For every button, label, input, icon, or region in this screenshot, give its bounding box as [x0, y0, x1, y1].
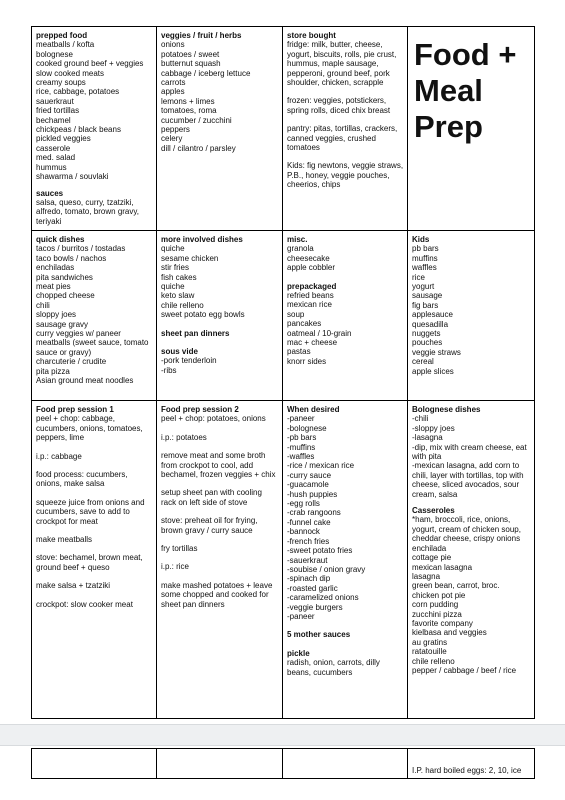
list-item: -sweet potato fries: [287, 546, 353, 556]
when-desired-list: [287, 414, 404, 621]
list-item: oatmeal / 10-grain: [287, 328, 352, 338]
list-item: mac + cheese: [287, 338, 338, 348]
list-item: lemons + limes: [161, 96, 215, 106]
sous-vide-heading: sous vide: [161, 347, 198, 357]
list-item: -sloppy joes: [412, 423, 455, 433]
prep-step: make salsa + tzatziki: [36, 581, 111, 591]
list-item: soup: [287, 309, 305, 319]
prep-step: i.p.: cabbage: [36, 451, 82, 461]
prep-step: make meatballs: [36, 535, 93, 545]
veggies-heading: veggies / fruit / herbs: [161, 31, 242, 40]
list-item: sweet potato egg bowls: [161, 310, 245, 320]
list-item: sauerkraut: [36, 96, 74, 106]
list-item: creamy soups: [36, 78, 86, 88]
list-item: cheesecake: [287, 253, 330, 263]
list-item: cucumber / zucchini: [161, 115, 232, 125]
list-item: apple slices: [412, 366, 454, 376]
list-item: chicken pot pie: [412, 590, 466, 600]
casseroles-heading: Casseroles: [412, 506, 455, 516]
title-line-1: Food +: [414, 37, 517, 72]
session-1-heading: Food prep session 1: [36, 405, 114, 414]
list-item: -muffins: [287, 442, 316, 452]
list-item: quiche: [161, 282, 185, 292]
list-item: sausage gravy: [36, 319, 89, 329]
cell-prep-session-1: [32, 401, 157, 719]
cell-prep-session-2: [157, 401, 283, 719]
list-item: mexican rice: [287, 300, 332, 310]
list-item: -funnel cake: [287, 517, 331, 527]
list-item: casserole: [36, 143, 71, 153]
list-item: rice, cabbage, potatoes: [36, 87, 120, 97]
list-item: meat pies: [36, 282, 71, 292]
list-item: -hush puppies: [287, 489, 338, 499]
list-item: -bannock: [287, 527, 320, 537]
prep-step: stove: preheat oil for frying, brown gravy / curry sauce: [161, 516, 258, 535]
list-item: -caramelized onions: [287, 593, 359, 603]
list-item: pita sandwiches: [36, 272, 93, 282]
list-item: pancakes: [287, 319, 322, 329]
cell-store-bought: [283, 27, 408, 231]
prepackaged-list: [287, 291, 404, 366]
footer-cell-2: [157, 749, 283, 779]
prep-step: food process: cucumbers, onions, make salsa: [36, 470, 128, 489]
list-item: fish cakes: [161, 272, 197, 282]
footer-row: [32, 749, 535, 779]
list-item: chile relleno: [161, 300, 204, 310]
page-title: [412, 31, 531, 145]
bolognese-list: [412, 414, 531, 499]
list-item: -bolognese: [287, 423, 327, 433]
list-item: knorr sides: [287, 356, 327, 366]
sheet-pan-heading: sheet pan dinners: [161, 328, 230, 338]
prep-step: i.p.: rice: [161, 562, 190, 572]
kids-list: [412, 244, 531, 376]
list-item: sloppy joes: [36, 310, 77, 320]
list-item: green bean, carrot, broc.: [412, 581, 500, 591]
list-item: quiche: [161, 244, 185, 254]
footer-table: [31, 748, 535, 779]
list-item: refried beans: [287, 291, 334, 301]
session-1-steps: [36, 414, 153, 609]
prep-step: remove meat and some broth from crockpot to cool, add bechamel, frozen veggies + chix: [161, 451, 276, 480]
list-item: pb bars: [412, 244, 439, 254]
list-item: applesauce: [412, 310, 453, 320]
involved-dishes-heading: more involved dishes: [161, 235, 243, 244]
list-item: -guacamole: [287, 480, 329, 490]
casseroles-list: [412, 544, 531, 676]
table-row-1: [32, 27, 535, 231]
list-item: celery: [161, 134, 183, 144]
list-item: corn pudding: [412, 600, 459, 610]
list-item: fig bars: [412, 300, 439, 310]
list-item: meatballs (sweet sauce, tomato sauce or gravy): [36, 338, 149, 357]
pickle-text: radish, onion, carrots, dilly beans, cucumbers: [287, 658, 380, 677]
list-item: dill / cilantro / parsley: [161, 143, 236, 153]
prep-step: peel + chop: cabbage, cucumbers, onions, tomatoes, peppers, lime: [36, 414, 143, 443]
prep-step: setup sheet pan with cooling rack on left side of stove: [161, 488, 262, 507]
store-fridge: fridge: milk, butter, cheese, yogurt, biscuits, rolls, pie crust, hummus, maple sausage, pepperoni, ground beef, pork shoulder, chicken, scrapple: [287, 40, 397, 88]
list-item: charcuterie / crudite: [36, 357, 107, 367]
list-item: -waffles: [287, 452, 315, 462]
sauces-text: salsa, queso, curry, tzatziki, alfredo, tomato, brown gravy, teriyaki: [36, 197, 140, 226]
list-item: -french fries: [287, 536, 330, 546]
list-item: mexican lasagna: [412, 562, 473, 572]
list-item: apple cobbler: [287, 263, 336, 273]
list-item: chile relleno: [412, 656, 455, 666]
quick-dishes-heading: quick dishes: [36, 235, 85, 244]
title-line-2: Meal: [414, 73, 483, 108]
cell-involved-dishes: [157, 231, 283, 401]
prepped-food-list: [36, 40, 153, 181]
prep-step: stove: bechamel, brown meat, ground beef + queso: [36, 553, 143, 572]
misc-heading: misc.: [287, 235, 308, 244]
footer-cell-1: [32, 749, 157, 779]
list-item: peppers: [161, 125, 190, 135]
casseroles-intro: *ham, broccoli, rice, onions, yogurt, cream of chicken soup, cheddar cheese, crispy onions: [412, 515, 521, 544]
list-item: Asian ground meat noodles: [36, 376, 134, 386]
list-item: -crab rangoons: [287, 508, 341, 518]
prep-step: squeeze juice from onions and cucumbers, save to add to crockpot for meat: [36, 497, 145, 526]
prep-step: i.p.: potatoes: [161, 432, 207, 442]
list-item: -sauerkraut: [287, 555, 328, 565]
prep-step: fry tortillas: [161, 544, 198, 554]
list-item: cottage pie: [412, 553, 452, 563]
list-item: yogurt: [412, 282, 435, 292]
store-frozen: frozen: veggies, potstickers, spring rolls, diced chix breast: [287, 96, 391, 115]
list-item: -spinach dip: [287, 574, 331, 584]
list-item: rice: [412, 272, 425, 282]
mother-sauces-heading: 5 mother sauces: [287, 630, 351, 640]
list-item: waffles: [412, 263, 437, 273]
store-pantry: pantry: pitas, tortillas, crackers, canned veggies, crushed tomatoes: [287, 124, 398, 153]
prep-step: crockpot: slow cooker meat: [36, 599, 133, 609]
list-item: cooked ground beef + veggies: [36, 59, 144, 69]
list-item: pastas: [287, 347, 311, 357]
session-2-heading: Food prep session 2: [161, 405, 239, 414]
prep-step: peel + chop: potatoes, onions: [161, 414, 266, 424]
list-item: bolognese: [36, 49, 73, 59]
list-item: muffins: [412, 253, 438, 263]
list-item: nuggets: [412, 329, 441, 339]
list-item: quesadilla: [412, 319, 449, 329]
list-item: taco bowls / nachos: [36, 253, 107, 263]
list-item: -curry sauce: [287, 470, 332, 480]
list-item: -paneer: [287, 414, 315, 424]
list-item: cabbage / iceberg lettuce: [161, 68, 251, 78]
store-bought-heading: store bought: [287, 31, 336, 40]
list-item: pickled veggies: [36, 134, 91, 144]
list-item: -dip, mix with cream cheese, eat with pita: [412, 442, 527, 462]
list-item: -egg rolls: [287, 499, 320, 509]
cell-title: [408, 27, 535, 231]
list-item: ratatouille: [412, 647, 447, 657]
list-item: chili: [36, 300, 50, 310]
list-item: -ribs: [161, 365, 177, 375]
list-item: -rice / mexican rice: [287, 461, 355, 471]
list-item: enchilada: [412, 543, 447, 553]
involved-dishes-list: [161, 244, 279, 319]
table-row-2: [32, 231, 535, 401]
footer-cell-4: [408, 749, 535, 779]
prepped-food-heading: prepped food: [36, 31, 88, 40]
misc-list: [287, 244, 404, 272]
list-item: stir fries: [161, 263, 189, 273]
list-item: chopped cheese: [36, 291, 95, 301]
list-item: -chili: [412, 414, 429, 424]
session-2-steps: [161, 414, 279, 609]
list-item: carrots: [161, 78, 186, 88]
list-item: med. salad: [36, 153, 76, 163]
list-item: apples: [161, 87, 185, 97]
list-item: -roasted garlic: [287, 583, 338, 593]
prep-step: make mashed potatoes + leave some chopped and cooked for sheet pan dinners: [161, 580, 273, 609]
footer-cell-3: [283, 749, 408, 779]
list-item: sesame chicken: [161, 253, 219, 263]
list-item: pita pizza: [36, 366, 70, 376]
when-desired-heading: When desired: [287, 405, 340, 414]
cell-kids: [408, 231, 535, 401]
title-line-3: Prep: [414, 109, 483, 144]
list-item: sausage: [412, 291, 443, 301]
list-item: fried tortillas: [36, 106, 80, 116]
list-item: lasagna: [412, 571, 441, 581]
cell-when-desired: [283, 401, 408, 719]
cell-misc: [283, 231, 408, 401]
sauces-heading: sauces: [36, 188, 64, 198]
list-item: pouches: [412, 338, 443, 348]
list-item: pepper / cabbage / beef / rice: [412, 665, 517, 675]
list-item: zucchini pizza: [412, 609, 462, 619]
list-item: keto slaw: [161, 291, 195, 301]
list-item: veggie straws: [412, 347, 461, 357]
ip-eggs-text: I.P. hard boiled eggs: 2, 10, ice: [412, 765, 522, 775]
bolognese-heading: Bolognese dishes: [412, 405, 481, 414]
list-item: -soubise / onion gravy: [287, 564, 366, 574]
pickle-heading: pickle: [287, 648, 310, 658]
page-break-gap: [0, 724, 565, 746]
list-item: bechamel: [36, 115, 71, 125]
list-item: granola: [287, 244, 314, 254]
list-item: shawarma / souvlaki: [36, 172, 109, 182]
list-item: -veggie burgers: [287, 602, 343, 612]
list-item: tomatoes, roma: [161, 106, 217, 116]
cell-prepped-food: [32, 27, 157, 231]
meal-prep-table: [31, 26, 535, 719]
page-2: [0, 746, 565, 800]
list-item: hummus: [36, 162, 67, 172]
list-item: tacos / burritos / tostadas: [36, 244, 126, 254]
veggies-list: [161, 40, 279, 153]
quick-dishes-list: [36, 244, 153, 385]
list-item: -pork tenderloin: [161, 356, 217, 366]
list-item: potatoes / sweet: [161, 49, 220, 59]
list-item: curry veggies w/ paneer: [36, 329, 121, 339]
store-kids: Kids: fig newtons, veggie straws, P.B., honey, veggie pouches, cheerios, chips: [287, 161, 404, 190]
list-item: kielbasa and veggies: [412, 628, 487, 638]
list-item: -paneer: [287, 611, 315, 621]
list-item: -pb bars: [287, 433, 317, 443]
cell-veggies: [157, 27, 283, 231]
list-item: -mexican lasagna, add corn to chili, layer with tortillas, top with cheese, sliced avocados, sour cream, salsa: [412, 461, 524, 499]
list-item: -lasagna: [412, 433, 443, 443]
table-row-3: [32, 401, 535, 719]
kids-heading: Kids: [412, 235, 430, 244]
list-item: chickpeas / black beans: [36, 125, 121, 135]
cell-quick-dishes: [32, 231, 157, 401]
list-item: meatballs / kofta: [36, 40, 95, 50]
cell-bolognese-dishes: [408, 401, 535, 719]
prepackaged-heading: prepackaged: [287, 281, 337, 291]
list-item: slow cooked meats: [36, 68, 105, 78]
list-item: onions: [161, 40, 185, 50]
list-item: au gratins: [412, 637, 448, 647]
list-item: cereal: [412, 357, 434, 367]
list-item: butternut squash: [161, 59, 221, 69]
sous-vide-list: [161, 356, 279, 375]
list-item: favorite company: [412, 618, 473, 628]
list-item: enchiladas: [36, 263, 75, 273]
